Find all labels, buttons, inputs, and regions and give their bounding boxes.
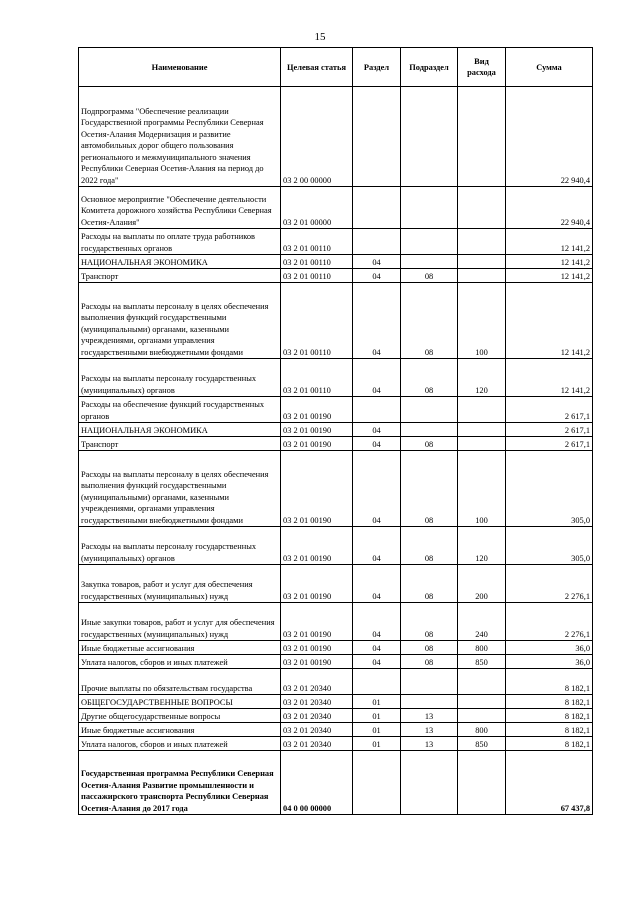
row-section — [353, 397, 401, 423]
row-section — [353, 187, 401, 229]
row-name: Расходы на выплаты персоналу государственных (муниципальных) органов — [79, 527, 281, 565]
row-name: Другие общегосударственные вопросы — [79, 709, 281, 723]
row-section: 04 — [353, 423, 401, 437]
row-sum: 8 182,1 — [506, 709, 593, 723]
table-row — [79, 397, 593, 423]
table-row — [79, 437, 593, 451]
row-sum: 12 141,2 — [506, 269, 593, 283]
table-row — [79, 709, 593, 723]
row-sum: 2 276,1 — [506, 565, 593, 603]
row-subsection — [401, 695, 458, 709]
row-sum: 8 182,1 — [506, 737, 593, 751]
row-target-code: 03 2 01 00190 — [281, 397, 353, 423]
row-target-code: 04 0 00 00000 — [281, 751, 353, 815]
row-expense-type — [458, 229, 506, 255]
row-section: 04 — [353, 641, 401, 655]
row-target-code: 03 2 01 00190 — [281, 423, 353, 437]
page-number: 15 — [314, 31, 326, 43]
row-expense-type — [458, 87, 506, 187]
row-name: Прочие выплаты по обязательствам государства — [79, 669, 281, 695]
row-target-code: 03 2 01 00190 — [281, 641, 353, 655]
row-subsection — [401, 87, 458, 187]
row-section — [353, 669, 401, 695]
row-target-code: 03 2 01 00190 — [281, 527, 353, 565]
row-subsection — [401, 669, 458, 695]
row-name: Транспорт — [79, 437, 281, 451]
row-expense-type — [458, 437, 506, 451]
row-section — [353, 87, 401, 187]
row-subsection: 13 — [401, 723, 458, 737]
header-sum: Сумма — [506, 48, 593, 87]
row-target-code: 03 2 01 00110 — [281, 255, 353, 269]
row-subsection: 08 — [401, 283, 458, 359]
row-sum: 12 141,2 — [506, 359, 593, 397]
row-target-code: 03 2 01 20340 — [281, 723, 353, 737]
table-row — [79, 723, 593, 737]
table-row — [79, 283, 593, 359]
row-name: НАЦИОНАЛЬНАЯ ЭКОНОМИКА — [79, 255, 281, 269]
row-target-code: 03 2 01 20340 — [281, 737, 353, 751]
header-section: Раздел — [353, 48, 401, 87]
row-target-code: 03 2 01 00190 — [281, 451, 353, 527]
row-target-code: 03 2 01 20340 — [281, 695, 353, 709]
row-expense-type — [458, 269, 506, 283]
row-subsection: 08 — [401, 359, 458, 397]
row-sum: 2 617,1 — [506, 397, 593, 423]
row-expense-type — [458, 751, 506, 815]
row-name: НАЦИОНАЛЬНАЯ ЭКОНОМИКА — [79, 423, 281, 437]
row-section — [353, 229, 401, 255]
row-sum: 12 141,2 — [506, 255, 593, 269]
row-sum: 8 182,1 — [506, 695, 593, 709]
row-name: Расходы на выплаты персоналу в целях обеспечения выполнения функций государственными (муниципальными) органами, казенными учреждениями, органами управления государственными внебюджетными фондами — [79, 283, 281, 359]
row-section: 04 — [353, 655, 401, 669]
row-section: 01 — [353, 723, 401, 737]
row-expense-type: 120 — [458, 359, 506, 397]
row-section: 04 — [353, 255, 401, 269]
table-row — [79, 423, 593, 437]
row-target-code: 03 2 01 00190 — [281, 655, 353, 669]
row-sum: 2 276,1 — [506, 603, 593, 641]
row-name: Уплата налогов, сборов и иных платежей — [79, 737, 281, 751]
row-sum: 305,0 — [506, 527, 593, 565]
row-target-code: 03 2 00 00000 — [281, 87, 353, 187]
row-name: Иные бюджетные ассигнования — [79, 723, 281, 737]
row-name: Расходы на выплаты персоналу в целях обеспечения выполнения функций государственными (муниципальными) органами, казенными учреждениями, органами управления государственными внебюджетными фондами — [79, 451, 281, 527]
row-subsection — [401, 229, 458, 255]
row-target-code: 03 2 01 00110 — [281, 359, 353, 397]
row-sum: 22 940,4 — [506, 87, 593, 187]
row-expense-type: 240 — [458, 603, 506, 641]
row-sum: 305,0 — [506, 451, 593, 527]
row-subsection: 08 — [401, 269, 458, 283]
budget-table — [78, 47, 593, 815]
table-row — [79, 751, 593, 815]
row-sum: 2 617,1 — [506, 437, 593, 451]
table-header-row — [79, 48, 593, 87]
row-expense-type: 100 — [458, 451, 506, 527]
table-body — [79, 87, 593, 815]
row-section: 04 — [353, 603, 401, 641]
table-row — [79, 187, 593, 229]
table-row — [79, 359, 593, 397]
row-sum: 36,0 — [506, 655, 593, 669]
table-row — [79, 451, 593, 527]
row-name: Государственная программа Республики Северная Осетия-Алания Развитие промышленности и пассажирского транспорта Республики Северная Осетия-Алания до 2017 года — [79, 751, 281, 815]
row-subsection: 08 — [401, 527, 458, 565]
row-name: Закупка товаров, работ и услуг для обеспечения государственных (муниципальных) нужд — [79, 565, 281, 603]
row-subsection: 08 — [401, 437, 458, 451]
row-subsection — [401, 751, 458, 815]
header-subsection: Подраздел — [401, 48, 458, 87]
table-row — [79, 565, 593, 603]
row-subsection — [401, 423, 458, 437]
header-expense-type: Вид расхода — [458, 48, 506, 87]
row-sum: 8 182,1 — [506, 723, 593, 737]
row-expense-type — [458, 423, 506, 437]
row-section — [353, 751, 401, 815]
row-expense-type — [458, 187, 506, 229]
header-target: Целевая статья — [281, 48, 353, 87]
row-target-code: 03 2 01 00190 — [281, 603, 353, 641]
row-target-code: 03 2 01 00110 — [281, 229, 353, 255]
row-target-code: 03 2 01 00110 — [281, 283, 353, 359]
table-row — [79, 737, 593, 751]
row-subsection — [401, 187, 458, 229]
row-section: 04 — [353, 451, 401, 527]
row-target-code: 03 2 01 00190 — [281, 565, 353, 603]
row-expense-type — [458, 695, 506, 709]
row-subsection: 13 — [401, 737, 458, 751]
row-target-code: 03 2 01 00110 — [281, 269, 353, 283]
row-name: Расходы на выплаты по оплате труда работников государственных органов — [79, 229, 281, 255]
row-sum: 22 940,4 — [506, 187, 593, 229]
row-section: 04 — [353, 359, 401, 397]
row-expense-type: 120 — [458, 527, 506, 565]
row-name: Уплата налогов, сборов и иных платежей — [79, 655, 281, 669]
row-section: 01 — [353, 695, 401, 709]
row-sum: 12 141,2 — [506, 283, 593, 359]
row-expense-type: 100 — [458, 283, 506, 359]
row-subsection: 08 — [401, 603, 458, 641]
table-row — [79, 255, 593, 269]
row-sum: 8 182,1 — [506, 669, 593, 695]
row-expense-type — [458, 669, 506, 695]
row-sum: 67 437,8 — [506, 751, 593, 815]
row-name: Основное мероприятие "Обеспечение деятельности Комитета дорожного хозяйства Республики Северная Осетия-Алания" — [79, 187, 281, 229]
row-subsection — [401, 255, 458, 269]
table-row — [79, 527, 593, 565]
table-row — [79, 269, 593, 283]
row-section: 04 — [353, 527, 401, 565]
row-name: Иные бюджетные ассигнования — [79, 641, 281, 655]
row-subsection: 08 — [401, 641, 458, 655]
header-name: Наименование — [79, 48, 281, 87]
table-row — [79, 87, 593, 187]
row-expense-type — [458, 255, 506, 269]
row-section: 04 — [353, 283, 401, 359]
row-name: Иные закупки товаров, работ и услуг для обеспечения государственных (муниципальных) нужд — [79, 603, 281, 641]
row-name: Расходы на выплаты персоналу государственных (муниципальных) органов — [79, 359, 281, 397]
row-target-code: 03 2 01 00000 — [281, 187, 353, 229]
row-name: Расходы на обеспечение функций государственных органов — [79, 397, 281, 423]
row-section: 01 — [353, 737, 401, 751]
row-expense-type: 200 — [458, 565, 506, 603]
row-subsection: 08 — [401, 451, 458, 527]
row-expense-type: 850 — [458, 737, 506, 751]
table-row — [79, 229, 593, 255]
row-name: Подпрограмма "Обеспечение реализации Государственной программы Республики Северная Осетия-Алания Модернизация и развитие автомобильных дорог общего пользования регионального и межмуниципального значения Республики Северная Осетия-Алания на период до 2022 года" — [79, 87, 281, 187]
row-sum: 12 141,2 — [506, 229, 593, 255]
row-expense-type: 850 — [458, 655, 506, 669]
row-section: 01 — [353, 709, 401, 723]
row-subsection — [401, 397, 458, 423]
row-name: Транспорт — [79, 269, 281, 283]
row-sum: 36,0 — [506, 641, 593, 655]
row-expense-type — [458, 397, 506, 423]
row-section: 04 — [353, 269, 401, 283]
table-row — [79, 603, 593, 641]
row-subsection: 08 — [401, 565, 458, 603]
row-target-code: 03 2 01 00190 — [281, 437, 353, 451]
row-expense-type: 800 — [458, 641, 506, 655]
row-subsection: 08 — [401, 655, 458, 669]
row-expense-type — [458, 709, 506, 723]
row-subsection: 13 — [401, 709, 458, 723]
row-section: 04 — [353, 565, 401, 603]
table-row — [79, 669, 593, 695]
row-name: ОБЩЕГОСУДАРСТВЕННЫЕ ВОПРОСЫ — [79, 695, 281, 709]
row-target-code: 03 2 01 20340 — [281, 709, 353, 723]
row-sum: 2 617,1 — [506, 423, 593, 437]
row-expense-type: 800 — [458, 723, 506, 737]
table-row — [79, 641, 593, 655]
table-row — [79, 695, 593, 709]
table-row — [79, 655, 593, 669]
row-target-code: 03 2 01 20340 — [281, 669, 353, 695]
row-section: 04 — [353, 437, 401, 451]
